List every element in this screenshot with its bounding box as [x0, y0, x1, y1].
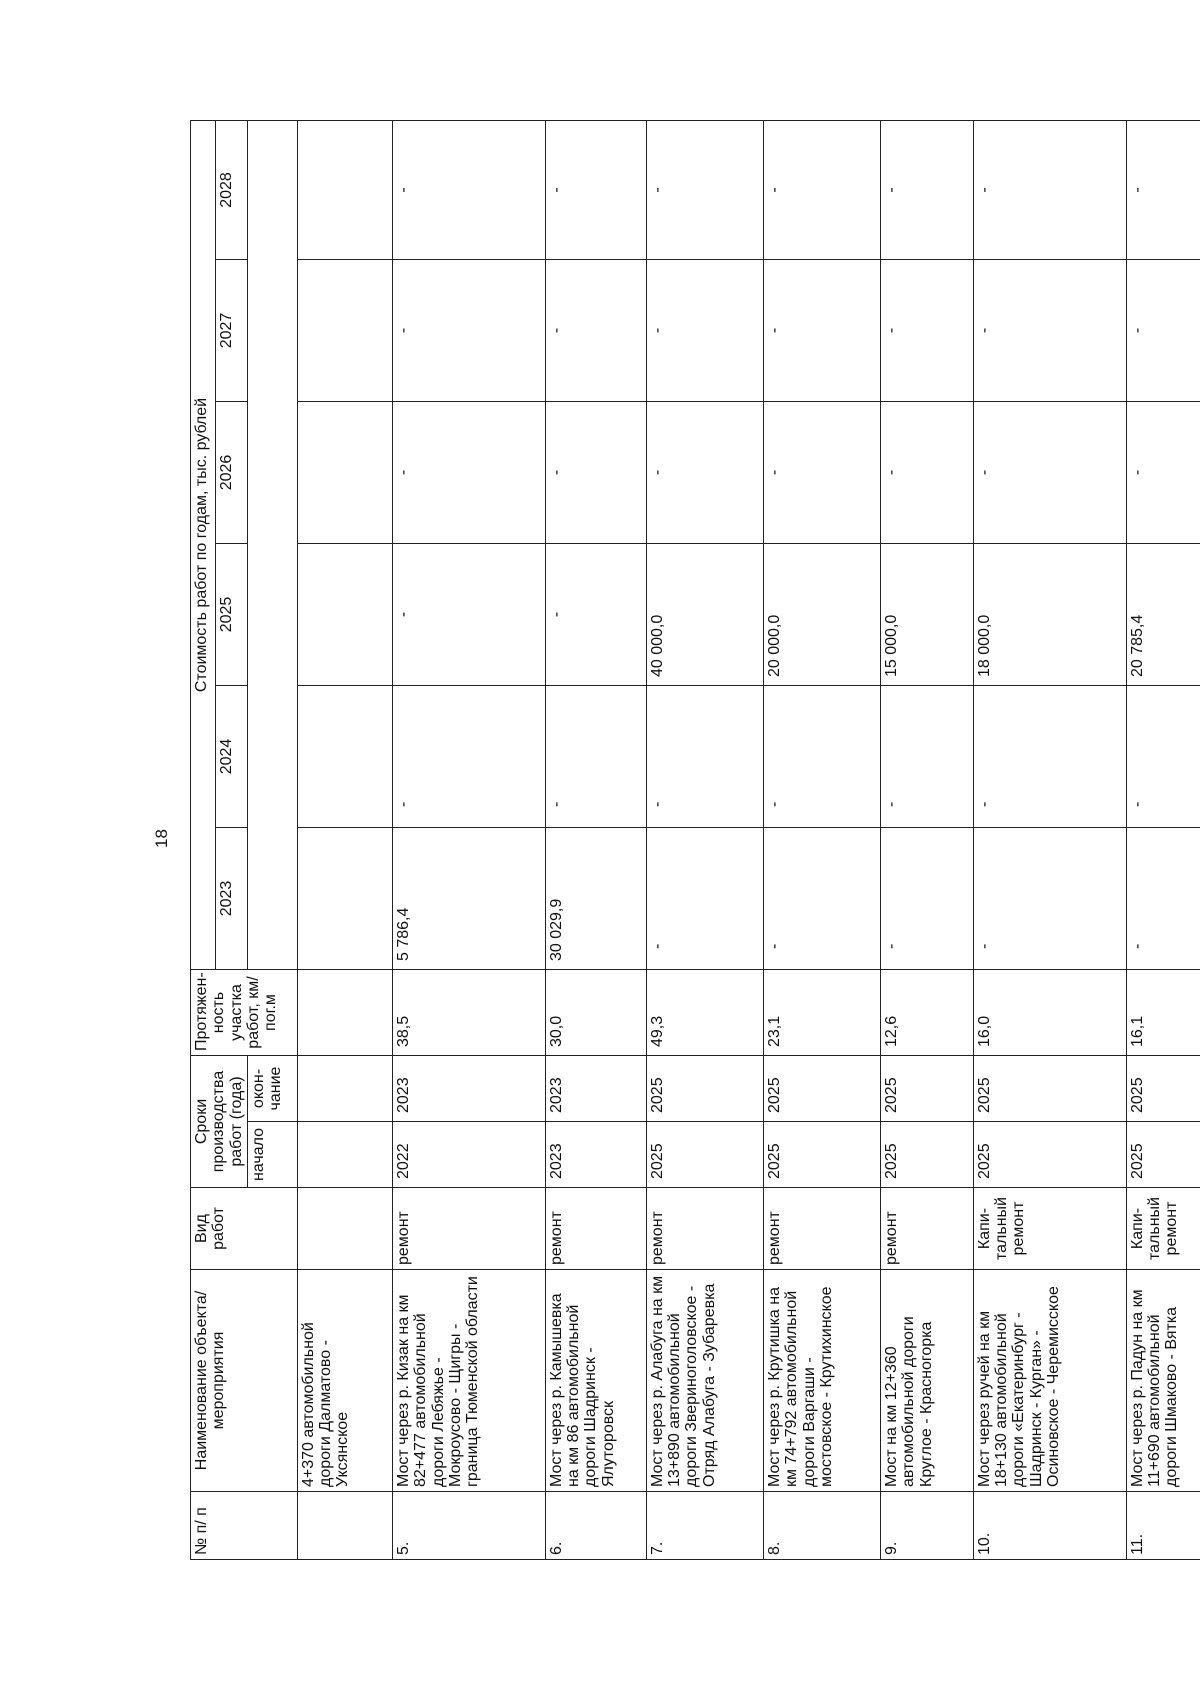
- row-length: 49,3: [646, 970, 763, 1056]
- row-num: 5.: [393, 1492, 546, 1560]
- header-end: окон-чание: [247, 1056, 297, 1122]
- page-number: 18: [152, 829, 171, 848]
- table-row: [393, 121, 546, 1560]
- row-cost-2028: -: [763, 121, 880, 260]
- header-year-2023: 2023: [216, 828, 248, 970]
- row-name: Мост через р. Алабуга на км 13+890 автомобильной дороги Звериноголовское - Отряд Алабуга - Зубаревка: [646, 1270, 763, 1492]
- row-end: 2025: [763, 1056, 880, 1122]
- row-end: 2025: [1126, 1056, 1200, 1122]
- row-cost-2023: -: [763, 828, 880, 970]
- row-cost-2028: [297, 121, 392, 260]
- row-name: Мост через р. Камышевка на км 86 автомобильной дороги Шадринск - Ялуторовск: [545, 1270, 646, 1492]
- row-cost-2027: -: [393, 260, 546, 402]
- row-name: Мост на км 12+360 автомобильной дороги Круглое - Красногорка: [881, 1270, 974, 1492]
- row-num: [297, 1492, 392, 1560]
- row-end: 2025: [646, 1056, 763, 1122]
- row-cost-2025: 40 000,0: [646, 544, 763, 686]
- row-cost-2025: 20 785,4: [1126, 544, 1200, 686]
- table-row: [1126, 121, 1200, 1560]
- row-cost-2027: -: [646, 260, 763, 402]
- row-cost-2024: -: [393, 686, 546, 828]
- row-end: 2023: [393, 1056, 546, 1122]
- header-cost: Стоимость работ по годам, тыс. рублей: [191, 121, 216, 970]
- header-cost-spacer: [247, 121, 297, 970]
- row-cost-2027: -: [1126, 260, 1200, 402]
- row-cost-2025: [297, 544, 392, 686]
- row-cost-2024: -: [881, 686, 974, 828]
- header-num: № п/ п: [191, 1492, 298, 1560]
- row-name: 4+370 автомобильной дороги Далматово - Уксянское: [297, 1270, 392, 1492]
- row-name: Мост через р. Падун на км 11+690 автомобильной дороги Шмаково - Вятка: [1126, 1270, 1200, 1492]
- row-cost-2023: -: [646, 828, 763, 970]
- table-row: [545, 121, 646, 1560]
- row-length: 23,1: [763, 970, 880, 1056]
- row-start: 2025: [1126, 1122, 1200, 1188]
- row-start: 2023: [545, 1122, 646, 1188]
- row-end: 2023: [545, 1056, 646, 1122]
- row-end: [297, 1056, 392, 1122]
- row-cost-2024: -: [1126, 686, 1200, 828]
- row-name: Мост через р. Кизак на км 82+477 автомобильной дороги Лебяжье - Мокроусово - Щигры - граница Тюменской области: [393, 1270, 546, 1492]
- row-cost-2025: 18 000,0: [973, 544, 1126, 686]
- row-type: Капи-тальный ремонт: [1126, 1188, 1200, 1270]
- row-cost-2025: -: [393, 544, 546, 686]
- row-type: Капи-тальный ремонт: [973, 1188, 1126, 1270]
- header-terms: Сроки производства работ (года): [191, 1056, 248, 1188]
- row-cost-2028: -: [973, 121, 1126, 260]
- row-cost-2024: -: [973, 686, 1126, 828]
- row-length: 38,5: [393, 970, 546, 1056]
- header-start: начало: [247, 1122, 297, 1188]
- row-num: 9.: [881, 1492, 974, 1560]
- row-start: 2025: [973, 1122, 1126, 1188]
- row-name: Мост через ручей на км 18+130 автомобильной дороги «Екатеринбург - Шадринск - Курган» - Осиновское - Черемисское: [973, 1270, 1126, 1492]
- row-start: 2025: [646, 1122, 763, 1188]
- row-cost-2027: -: [545, 260, 646, 402]
- row-cost-2025: -: [545, 544, 646, 686]
- header-year-2026: 2026: [216, 402, 248, 544]
- header-year-2025: 2025: [216, 544, 248, 686]
- row-length: 30,0: [545, 970, 646, 1056]
- rotated-table-wrapper: [190, 120, 1200, 1560]
- row-cost-2026: -: [393, 402, 546, 544]
- row-cost-2024: -: [646, 686, 763, 828]
- row-type: ремонт: [763, 1188, 880, 1270]
- row-num: 6.: [545, 1492, 646, 1560]
- row-length: 16,1: [1126, 970, 1200, 1056]
- table-row: [881, 121, 974, 1560]
- row-num: 8.: [763, 1492, 880, 1560]
- row-cost-2024: -: [545, 686, 646, 828]
- row-cost-2028: -: [881, 121, 974, 260]
- row-cost-2023: -: [973, 828, 1126, 970]
- row-cost-2023: [297, 828, 392, 970]
- row-cost-2025: 20 000,0: [763, 544, 880, 686]
- row-type: ремонт: [646, 1188, 763, 1270]
- row-cost-2026: -: [763, 402, 880, 544]
- table-row: [297, 121, 392, 1560]
- row-cost-2028: -: [646, 121, 763, 260]
- row-cost-2027: -: [763, 260, 880, 402]
- table-row: [646, 121, 763, 1560]
- row-cost-2023: 5 786,4: [393, 828, 546, 970]
- row-cost-2026: -: [973, 402, 1126, 544]
- row-type: ремонт: [545, 1188, 646, 1270]
- row-type: ремонт: [393, 1188, 546, 1270]
- row-cost-2024: -: [763, 686, 880, 828]
- header-year-2027: 2027: [216, 260, 248, 402]
- row-cost-2028: -: [545, 121, 646, 260]
- header-name: Наименование объекта/ мероприятия: [191, 1270, 298, 1492]
- table-row: [763, 121, 880, 1560]
- row-cost-2026: -: [1126, 402, 1200, 544]
- table-row: [973, 121, 1126, 1560]
- row-start: [297, 1122, 392, 1188]
- row-length: 12,6: [881, 970, 974, 1056]
- row-cost-2027: -: [973, 260, 1126, 402]
- row-cost-2023: -: [881, 828, 974, 970]
- row-cost-2024: [297, 686, 392, 828]
- row-cost-2028: -: [393, 121, 546, 260]
- header-length: Протяжен-ность участка работ, км/ пог.м: [191, 970, 298, 1056]
- row-start: 2022: [393, 1122, 546, 1188]
- row-cost-2026: -: [881, 402, 974, 544]
- row-length: [297, 970, 392, 1056]
- row-cost-2025: 15 000,0: [881, 544, 974, 686]
- header-year-2028: 2028: [216, 121, 248, 260]
- row-cost-2026: -: [646, 402, 763, 544]
- works-table: [190, 120, 1200, 1560]
- row-type: ремонт: [881, 1188, 974, 1270]
- row-cost-2023: 30 029,9: [545, 828, 646, 970]
- row-cost-2027: [297, 260, 392, 402]
- row-num: 7.: [646, 1492, 763, 1560]
- row-cost-2027: -: [881, 260, 974, 402]
- header-type: Вид работ: [191, 1188, 298, 1270]
- row-name: Мост через р. Крутишка на км 74+792 автомобильной дороги Варгаши - мостовское - Крутихинское: [763, 1270, 880, 1492]
- row-end: 2025: [881, 1056, 974, 1122]
- row-start: 2025: [881, 1122, 974, 1188]
- row-length: 16,0: [973, 970, 1126, 1056]
- row-start: 2025: [763, 1122, 880, 1188]
- row-cost-2028: -: [1126, 121, 1200, 260]
- header-year-2024: 2024: [216, 686, 248, 828]
- row-type: [297, 1188, 392, 1270]
- row-end: 2025: [973, 1056, 1126, 1122]
- row-cost-2026: -: [545, 402, 646, 544]
- row-num: 10.: [973, 1492, 1126, 1560]
- row-cost-2023: -: [1126, 828, 1200, 970]
- row-cost-2026: [297, 402, 392, 544]
- row-num: 11.: [1126, 1492, 1200, 1560]
